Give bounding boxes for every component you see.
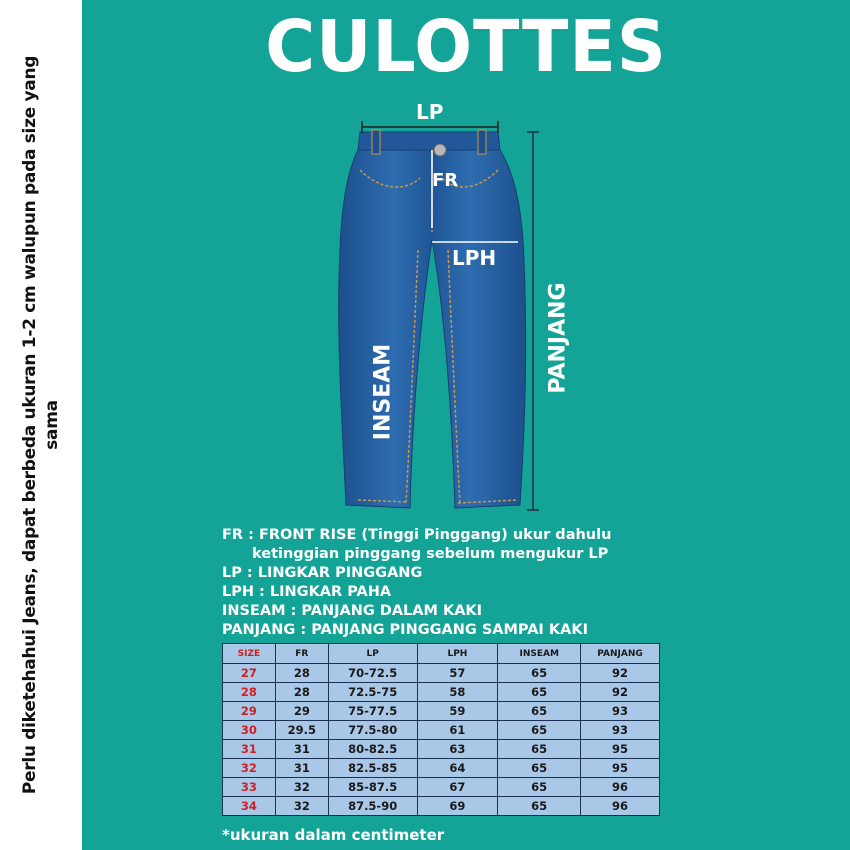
cell-inseam: 65	[498, 683, 581, 702]
legend-fr-cont: ketinggian pinggang sebelum mengukur LP	[252, 546, 609, 562]
cell-lp: 70-72.5	[328, 664, 417, 683]
table-row	[223, 740, 660, 759]
cell-inseam: 65	[498, 721, 581, 740]
label-fr: FR	[432, 170, 459, 191]
label-lph: LPH	[452, 246, 497, 270]
cell-inseam: 65	[498, 740, 581, 759]
page-title: CULOTTES	[265, 6, 667, 89]
cell-lph: 64	[417, 759, 498, 778]
table-row	[223, 759, 660, 778]
cell-lp: 82.5-85	[328, 759, 417, 778]
cell-panjang: 93	[581, 721, 660, 740]
legend-panjang: PANJANG : PANJANG PINGGANG SAMPAI KAKI	[222, 622, 588, 638]
cell-inseam: 65	[498, 702, 581, 721]
cell-panjang: 92	[581, 664, 660, 683]
cell-lp: 87.5-90	[328, 797, 417, 816]
legend-fr: FR : FRONT RISE (Tinggi Pinggang) ukur dahulu	[222, 527, 612, 543]
header-lph: LPH	[417, 644, 498, 664]
label-panjang: PANJANG	[545, 282, 571, 394]
cell-lph: 67	[417, 778, 498, 797]
cell-lph: 61	[417, 721, 498, 740]
header-fr: FR	[275, 644, 328, 664]
cell-fr: 29.5	[275, 721, 328, 740]
header-size: SIZE	[223, 644, 276, 664]
cell-panjang: 92	[581, 683, 660, 702]
table-row	[223, 683, 660, 702]
table-row	[223, 721, 660, 740]
cell-panjang: 96	[581, 797, 660, 816]
legend-inseam: INSEAM : PANJANG DALAM KAKI	[222, 603, 483, 619]
cell-inseam: 65	[498, 778, 581, 797]
cell-lp: 77.5-80	[328, 721, 417, 740]
cell-fr: 32	[275, 778, 328, 797]
side-note: Perlu diketehahui Jeans, dapat berbeda ukuran 1-2 cm walupun pada size yang sama	[20, 55, 62, 795]
cell-lp: 75-77.5	[328, 702, 417, 721]
cell-panjang: 95	[581, 759, 660, 778]
cell-fr: 32	[275, 797, 328, 816]
cell-size: 34	[223, 797, 276, 816]
size-table	[222, 643, 660, 816]
cell-lph: 63	[417, 740, 498, 759]
cell-fr: 28	[275, 683, 328, 702]
table-row	[223, 778, 660, 797]
cell-lp: 80-82.5	[328, 740, 417, 759]
cell-size: 31	[223, 740, 276, 759]
measurement-legend	[222, 526, 822, 640]
cell-lph: 58	[417, 683, 498, 702]
cell-lph: 57	[417, 664, 498, 683]
cell-size: 28	[223, 683, 276, 702]
table-row	[223, 664, 660, 683]
cell-lp: 72.5-75	[328, 683, 417, 702]
header-panjang: PANJANG	[581, 644, 660, 664]
cell-fr: 31	[275, 759, 328, 778]
cell-fr: 31	[275, 740, 328, 759]
cell-panjang: 93	[581, 702, 660, 721]
cell-size: 27	[223, 664, 276, 683]
label-inseam: INSEAM	[370, 343, 396, 441]
cell-inseam: 65	[498, 759, 581, 778]
cell-lph: 69	[417, 797, 498, 816]
table-header-row	[223, 644, 660, 664]
cell-size: 29	[223, 702, 276, 721]
label-lp: LP	[416, 100, 444, 124]
footnote: *ukuran dalam centimeter	[222, 826, 445, 844]
cell-panjang: 95	[581, 740, 660, 759]
legend-lph: LPH : LINGKAR PAHA	[222, 584, 392, 600]
table-row	[223, 702, 660, 721]
cell-size: 30	[223, 721, 276, 740]
cell-lp: 85-87.5	[328, 778, 417, 797]
cell-fr: 28	[275, 664, 328, 683]
cell-size: 32	[223, 759, 276, 778]
cell-size: 33	[223, 778, 276, 797]
cell-fr: 29	[275, 702, 328, 721]
cell-inseam: 65	[498, 797, 581, 816]
header-lp: LP	[328, 644, 417, 664]
cell-lph: 59	[417, 702, 498, 721]
legend-lp: LP : LINGKAR PINGGANG	[222, 565, 423, 581]
table-row	[223, 797, 660, 816]
cell-inseam: 65	[498, 664, 581, 683]
header-inseam: INSEAM	[498, 644, 581, 664]
cell-panjang: 96	[581, 778, 660, 797]
